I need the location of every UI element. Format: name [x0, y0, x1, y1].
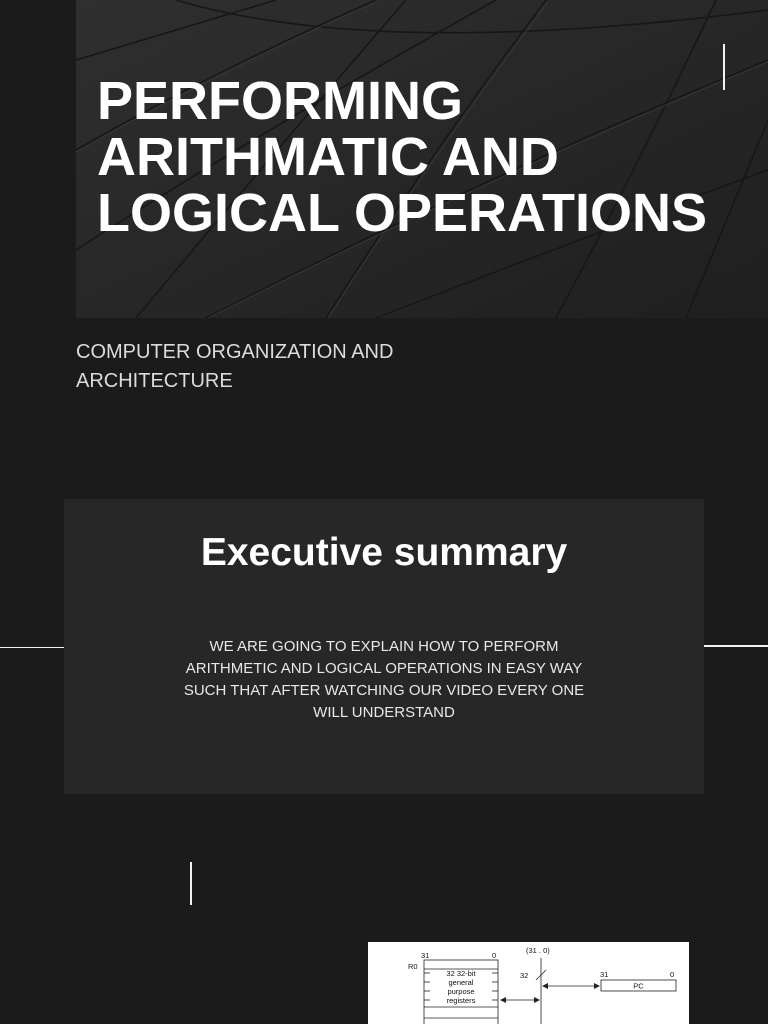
horizontal-rule-right — [704, 645, 768, 647]
vertical-rule-top-right — [723, 44, 725, 90]
summary-line: SUCH THAT AFTER WATCHING OUR VIDEO EVERY ONE — [183, 682, 585, 699]
pc-msb-label: 31 — [600, 970, 609, 979]
subtitle — [76, 338, 393, 396]
page-title — [97, 73, 707, 241]
vertical-rule-bottom-left — [190, 862, 192, 905]
bus-width-label: 32 — [520, 971, 529, 980]
register-file-label-line: registers — [446, 996, 476, 1005]
title-line: LOGICAL OPERATIONS — [97, 183, 708, 243]
summary-line: WE ARE GOING TO EXPLAIN HOW TO PERFORM — [209, 638, 559, 655]
register-file-label-line: purpose — [447, 987, 475, 996]
executive-summary-text — [64, 636, 704, 724]
summary-line: ARITHMETIC AND LOGICAL OPERATIONS IN EASY WAY — [185, 660, 583, 677]
executive-summary-heading: Executive summary — [200, 531, 568, 574]
register-lsb-label: 0 — [492, 951, 497, 960]
pc-register-label: PC — [633, 981, 644, 991]
register-diagram — [368, 942, 689, 1024]
title-line: ARITHMATIC AND — [97, 127, 559, 187]
register-file-label-line: general — [448, 978, 474, 987]
subtitle-line: COMPUTER ORGANIZATION AND — [76, 341, 394, 363]
bus-range-label: (31 . 0) — [526, 946, 550, 955]
title-line: PERFORMING — [97, 71, 464, 131]
register-msb-label: 31 — [421, 951, 430, 960]
register-r0-label: R0 — [408, 962, 418, 971]
pc-lsb-label: 0 — [670, 970, 675, 979]
summary-line: WILL UNDERSTAND — [313, 704, 455, 721]
subtitle-line: ARCHITECTURE — [76, 370, 233, 392]
horizontal-rule-left — [0, 647, 64, 648]
register-diagram-graphic — [368, 942, 689, 1024]
register-file-label-line: 32 32-bit — [446, 969, 476, 978]
executive-summary-panel — [64, 499, 704, 794]
